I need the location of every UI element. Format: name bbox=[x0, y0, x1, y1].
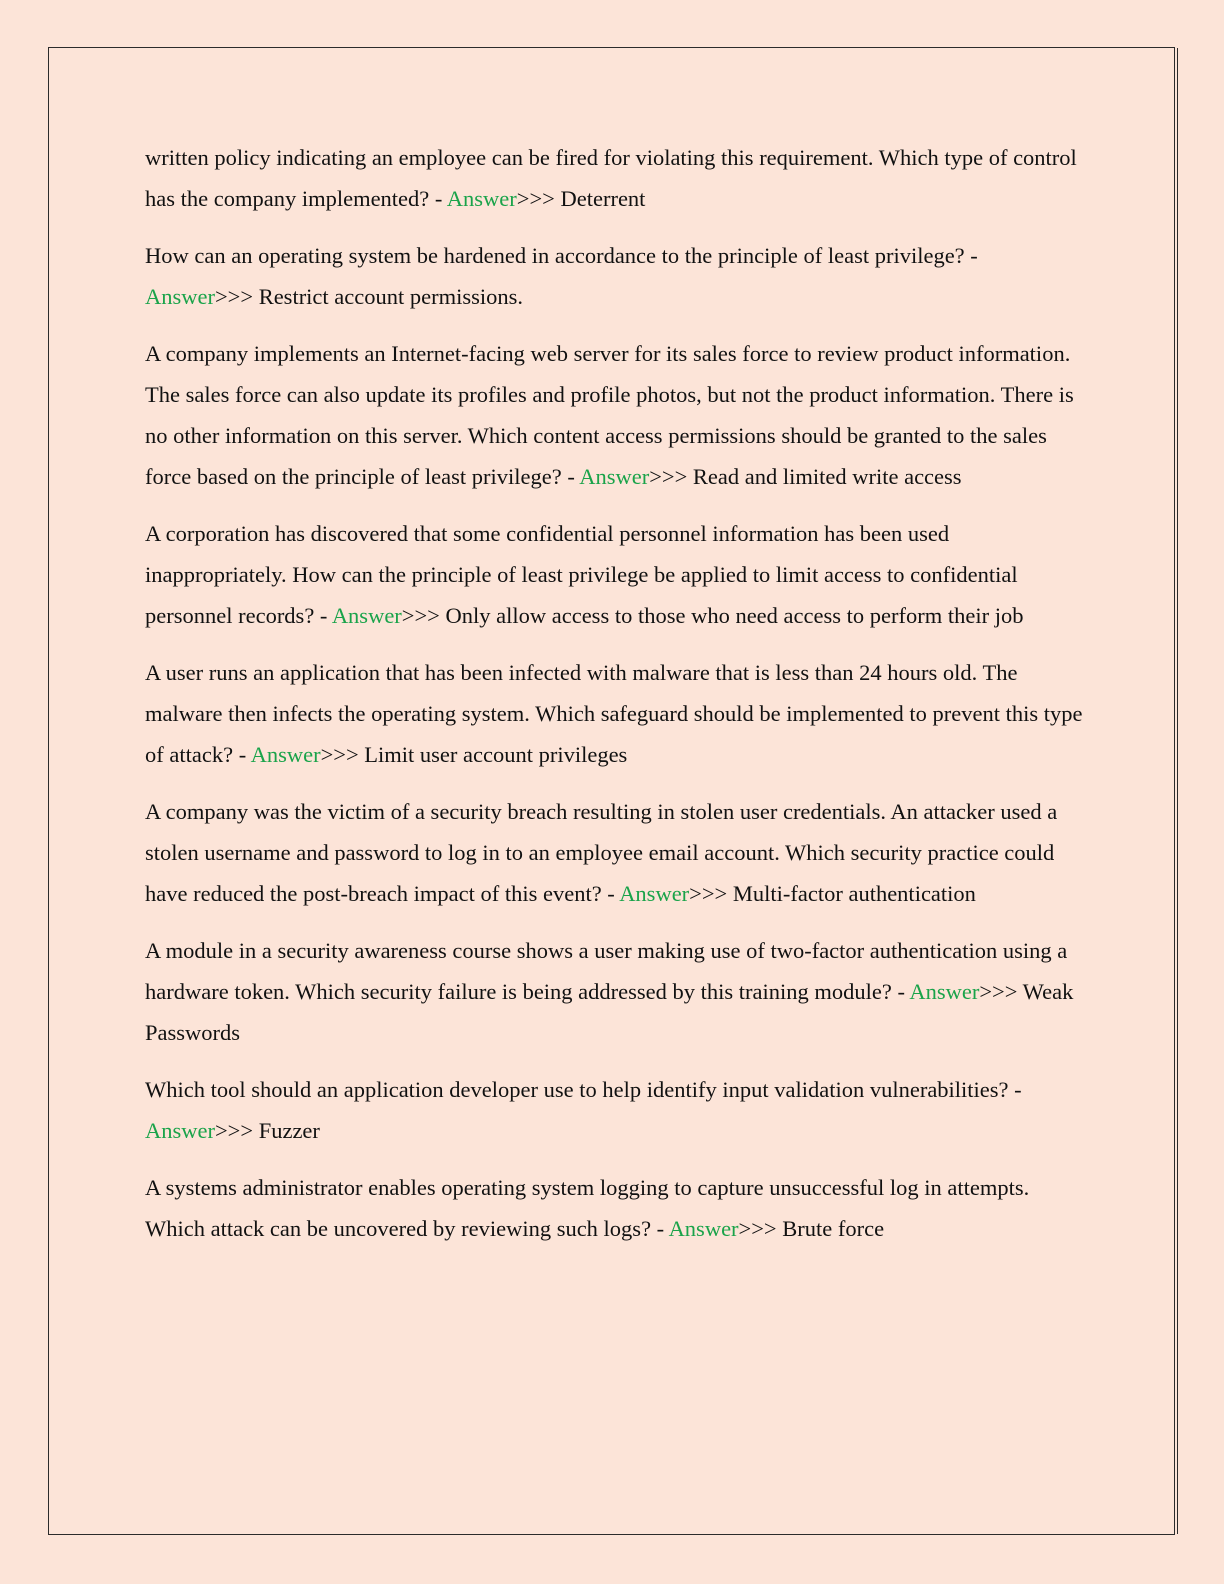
answer-text: Limit user account privileges bbox=[364, 742, 628, 767]
question-text: A company implements an Internet-facing web server for its sales force to review product information. The sales force can also update its profiles and profile photos, but not the product information. There is no other information on this server. Which content access permissions should be granted to the sales force based on the principle of least privilege? - bbox=[145, 341, 1074, 489]
question-text: Which tool should an application developer use to help identify input validation vulnerabilities? - bbox=[145, 1077, 1022, 1102]
answer-separator: >>> bbox=[689, 881, 733, 906]
answer-text: Brute force bbox=[782, 1216, 885, 1241]
answer-text: Deterrent bbox=[560, 186, 646, 211]
answer-text: Read and limited write access bbox=[692, 464, 962, 489]
answer-label: Answer bbox=[145, 1118, 215, 1143]
question-text: A user runs an application that has been infected with malware that is less than 24 hours old. The malware then infects the operating system. Which safeguard should be implemented to prevent this type of attack? - bbox=[145, 660, 1083, 767]
question-text: A company was the victim of a security breach resulting in stolen user credentials. An attacker used a stolen username and password to log in to an employee email account. Which security practice could have reduced the post-breach impact of this event? - bbox=[145, 799, 1058, 906]
answer-text: Multi-factor authentication bbox=[732, 881, 976, 906]
answer-label: Answer bbox=[619, 881, 690, 906]
qa-item bbox=[145, 930, 1085, 1053]
question-text: A corporation has discovered that some confidential personnel information has been used inappropriately. How can the principle of least privilege be applied to limit access to confidential personnel records? - bbox=[145, 521, 1018, 628]
answer-label: Answer bbox=[145, 284, 215, 309]
question-text: written policy indicating an employee can be fired for violating this requirement. Which type of control has the company implemented? - bbox=[145, 145, 1077, 211]
answer-label: Answer bbox=[579, 464, 650, 489]
answer-separator: >>> bbox=[214, 284, 259, 309]
answer-separator: >>> bbox=[214, 1118, 259, 1143]
answer-separator: >>> bbox=[516, 186, 561, 211]
qa-item bbox=[145, 137, 1085, 219]
qa-item bbox=[145, 791, 1085, 914]
answer-separator: >>> bbox=[401, 603, 446, 628]
question-text: A systems administrator enables operating system logging to capture unsuccessful log in attempts. Which attack can be uncovered by reviewing such logs? - bbox=[145, 1175, 1030, 1241]
answer-separator: >>> bbox=[320, 742, 365, 767]
answer-label: Answer bbox=[250, 742, 321, 767]
answer-separator: >>> bbox=[649, 464, 693, 489]
answer-text: Weak Passwords bbox=[145, 979, 1074, 1045]
answer-text: Fuzzer bbox=[258, 1118, 320, 1143]
answer-separator: >>> bbox=[979, 979, 1023, 1004]
qa-item bbox=[145, 333, 1085, 497]
qa-item bbox=[145, 235, 1085, 317]
qa-item bbox=[145, 652, 1085, 775]
answer-text: Only allow access to those who need access to perform their job bbox=[445, 603, 1024, 628]
qa-item bbox=[145, 1167, 1085, 1249]
answer-label: Answer bbox=[446, 186, 517, 211]
answer-label: Answer bbox=[331, 603, 402, 628]
answer-text: Restrict account permissions. bbox=[258, 284, 524, 309]
answer-label: Answer bbox=[909, 979, 980, 1004]
question-text: How can an operating system be hardened in accordance to the principle of least privilege? - bbox=[145, 243, 978, 268]
document-body bbox=[145, 137, 1085, 1265]
qa-item bbox=[145, 1069, 1085, 1151]
question-text: A module in a security awareness course shows a user making use of two-factor authentication using a hardware token. Which security failure is being addressed by this training module? - bbox=[145, 938, 1068, 1004]
answer-separator: >>> bbox=[738, 1216, 783, 1241]
qa-item bbox=[145, 513, 1085, 636]
answer-label: Answer bbox=[668, 1216, 739, 1241]
